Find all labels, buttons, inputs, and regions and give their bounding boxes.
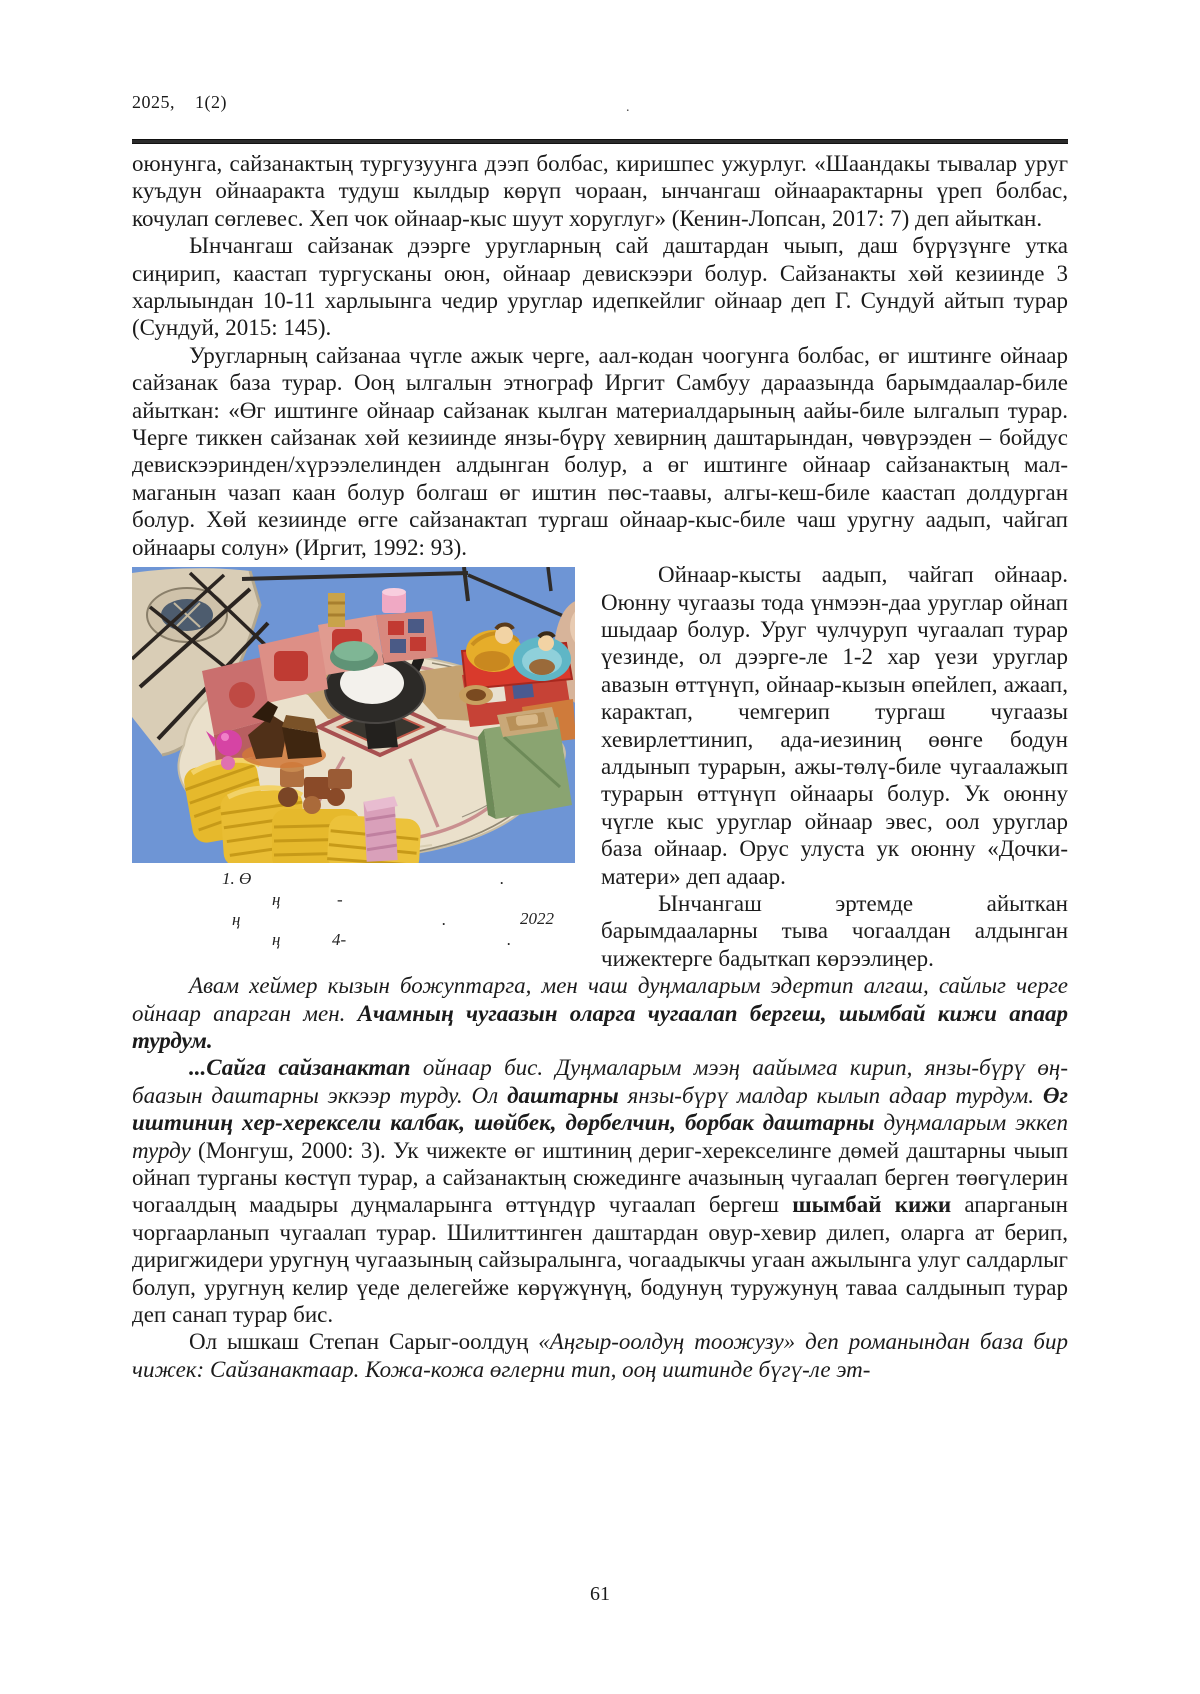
sajzanak-model-photo	[132, 567, 575, 863]
stray-dot: .	[626, 100, 630, 115]
paragraph	[132, 1328, 1068, 1383]
paragraph-quote	[132, 1054, 1068, 1328]
text-run-italic: Авам хеймер кызын божуптарга, мен чаш дуңмаларым эдертип алгаш, сайлыг черге ойнаар апарган мен.	[132, 973, 1068, 1026]
paragraph-quote	[132, 972, 1068, 1054]
text-run-italic: «Аңгыр-оолдуң тоожузу» деп романындан база бир чижек: Сайзанактаар. Кожа-кожа өглерни тип, ооң иштинде бүгү-ле эт-	[132, 1329, 1068, 1382]
figure-caption	[132, 863, 575, 951]
text-run: (Монгуш, 2000: 3). Ук чижекте өг иштиниң дериг-херекселинге дөмей даштарны чыып ойнап турганы көстүп турар, а сайзанактың сюжединге ачазының чугаалап берген төөгүлерин чогаалдың маадыры дуңмаларынга өттүндүр чугаалап бергеш	[132, 1137, 1068, 1218]
paragraph	[132, 150, 1068, 232]
text-run-italic: дуңмаларым эккеп турду	[132, 1110, 1068, 1163]
paragraph	[132, 342, 1068, 561]
caption-fragment: 1. Ө	[222, 869, 252, 889]
text-run: Ол ышкаш Степан Сарыг-оолдуң	[189, 1329, 539, 1355]
caption-fragment: 2022	[520, 909, 554, 929]
text-run: Уругларның сайзанаа чүгле ажык черге, аал-кодан чоогунга болбас, өг иштинге ойнаар сайзанак база турар. Ооң ылгалын этнограф Иргит Самбуу дараазында барымдаалар-биле айыткан: «Өг иштинге ойнаар сайзанак кылган материалдарының аайы-биле ылгалып турар. Черге тиккен сайзанак хөй кезиинде янзы-бүрү хевирниң даштарындан, чөвүрээден – бойдус девискээринден/хүрээлелинден алдынган болур, а өг иштинге ойнаар сайзанактың мал-маганын чазап каан болур болгаш өг иштин пөс-таавы, алгы-кеш-биле каастап долдурган болур. Хөй кезиинде өгге сайзанактап тургаш ойнаар-кыс-биле чаш уругну аадып, чайгап ойнаары солун» (Иргит, 1992: 93).	[132, 342, 1068, 560]
caption-fragment: .	[507, 930, 512, 950]
text-run: апарганын чоргаарланып чугаалап турар. Шилиттинген даштардан овур-хевир дилеп, оларга ат берип, диригжидери уругнуң чугаазының сайзыралынга, чогаадыкчы угаан ажылынга улуг салдарлыг болуп, уругнуң келир үеде делегейже көрүжүнүң, бодунуң туружунуң таваа салдынып турар деп санап турар бис.	[132, 1192, 1068, 1328]
text-run-bold-italic: даштарны	[507, 1082, 628, 1108]
page-number: 61	[590, 1583, 610, 1605]
caption-fragment: -	[337, 890, 343, 910]
figure	[132, 567, 575, 951]
text-run-italic: ойнаар бис. Дуңмаларым мээң аайымга кирип, янзы-бүрү өң-баазын даштарны эккээр турду. Ол	[132, 1055, 1068, 1108]
text-run: Ынчангаш эртемде айыткан барымдааларны тыва чогаалдан алдынган чижектерге бадыткап көрээлиңер.	[601, 890, 1068, 971]
text-run: Ойнаар-кысты аадып, чайгап ойнаар. Оюнну чугаазы тода үнмээн-даа уруглар ойнап шыдаар болур. Уруг чулчуруп чугаалап турар үезинде, ол дээрге-ле 1-2 хар үези уруглар авазын өттүнүп, ойнаар-кызын өпейлеп, ажаап, карактап, чемгерип тургаш чугаазы хевирлеттинип, ада-иезиниң өөнге бодун алдынып турарын, ажы-төлү-биле чугаалажып турарын өттүнүп ойнаары болур. Ук оюнну чүгле кыс уруглар ойнаар эвес, оол уруглар база ойнаар. Орус улуста ук оюнну «Дочки-матери» деп адаар.	[601, 562, 1068, 889]
header-rule	[132, 139, 1068, 144]
issue-label: 2025, 1(2)	[132, 92, 227, 112]
caption-fragment: 4-	[332, 930, 347, 950]
text-run-bold-italic: ...Сайга сайзанактап	[189, 1055, 423, 1081]
paragraph	[132, 232, 1068, 342]
text-run-bold-italic: Өг иштиниң хер-херексели калбак, шөйбек, дөрбелчин, борбак даштарны	[132, 1082, 1068, 1136]
text-run-italic: янзы-бүрү малдар кылып адаар турдум.	[627, 1082, 1043, 1108]
text-run-bold: шымбай кижи	[792, 1192, 965, 1218]
caption-fragment: ң	[272, 930, 281, 950]
caption-fragment: ң	[232, 910, 241, 930]
running-header	[132, 92, 1068, 128]
article-body	[132, 150, 1068, 1383]
caption-fragment: .	[442, 910, 447, 930]
caption-fragment: .	[500, 869, 505, 889]
text-run: Ынчангаш сайзанак дээрге уругларның сай даштардан чыып, даш бүрүзүнге утка сиңирип, каастап тургусканы оюн, ойнаар девискээри болур. Сайзанакты хөй кезиинде 3 харлыындан 10-11 харлыынга чедир уруглар идепкейлиг ойнаар деп Г. Сундуй айтып турар (Сундуй, 2015: 145).	[132, 233, 1068, 341]
text-run: оюнунга, сайзанактың тургузуунга дээп болбас, киришпес ужурлуг. «Шаандакы тывалар уруг куъдун ойнааракта тудуш кылдыр көрүп чораан, ынчангаш ойнаарактарны үреп болбас, кочулап сөглевес. Хеп чок ойнаар-кыс шуут хоруглуг» (Кенин-Лопсан, 2017: 7) деп айыткан.	[132, 151, 1068, 231]
text-run-bold-italic: Ачамның чугаазын оларга чугаалап бергеш, шымбай кижи апаар турдум.	[132, 1000, 1068, 1053]
caption-fragment: ң	[272, 890, 281, 910]
